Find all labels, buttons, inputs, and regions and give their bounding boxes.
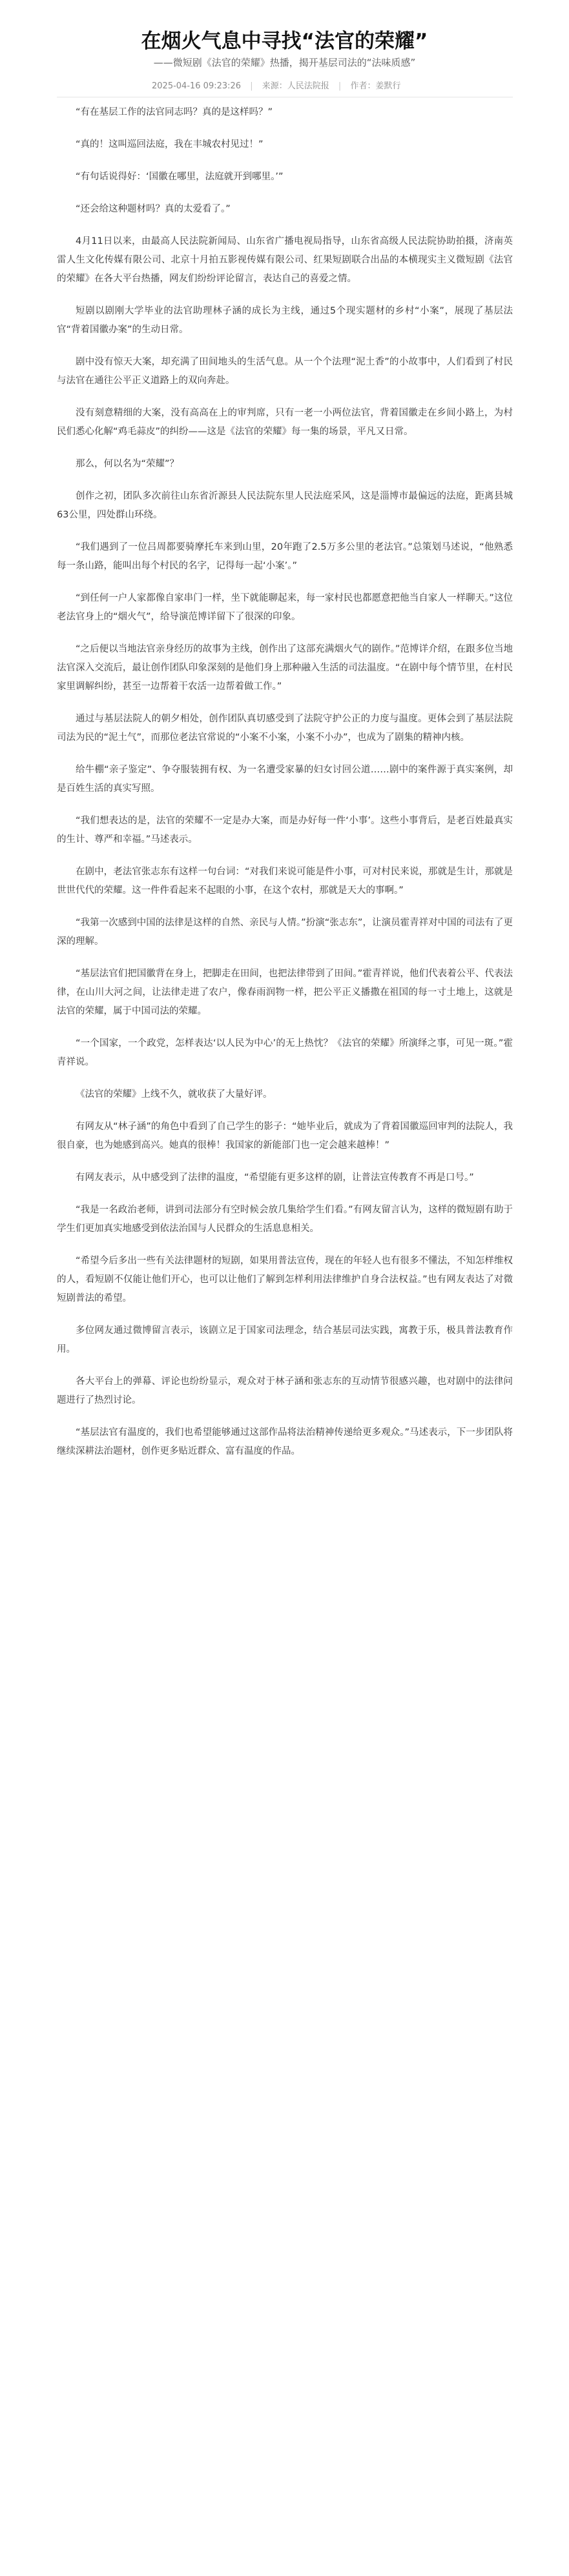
paragraph: “我们遇到了一位吕周都要骑摩托车来到山里，20年跑了2.5万多公里的老法官。”总策划马述说，“他熟悉每一条山路，能叫出每个村民的名字，记得每一起‘小案’。” — [57, 542, 513, 571]
article-source: 来源：人民法院报 — [262, 81, 329, 91]
paragraph: 多位网友通过微博留言表示，该剧立足于国家司法理念，结合基层司法实践，寓教于乐，极具普法教育作用。 — [57, 1325, 513, 1354]
paragraph: 4月11日以来，由最高人民法院新闻局、山东省广播电视局指导，山东省高级人民法院协助拍摄，济南英雷人生文化传媒有限公司、北京十月拍五影视传媒有限公司、红果短剧联合出品的本横现实主义微短剧《法官的荣耀》在各大平台热播，网友们纷纷评论留言，表达自己的喜爱之情。 — [57, 236, 513, 284]
article-subtitle: ——微短剧《法官的荣耀》热播，揭开基层司法的“法味质感” — [153, 57, 416, 68]
paragraph: “一个国家，一个政党，怎样表达‘以人民为中心’的无上热忱？《法官的荣耀》所演绎之事，可见一斑。”霍青祥说。 — [57, 1038, 513, 1067]
meta-separator: | — [250, 81, 253, 91]
paragraph: 剧中没有惊天大案，却充满了田间地头的生活气息。从一个个法理“泥土香”的小故事中，人们看到了村民与法官在通往公平正义道路上的双向奔赴。 — [57, 357, 513, 386]
paragraph: 给牛棚“亲子鉴定”、争夺服装拥有权、为一名遭受家暴的妇女讨回公道……剧中的案件源于真实案例，却是百姓生活的真实写照。 — [57, 765, 513, 794]
paragraph: 那么，何以名为“荣耀”？ — [76, 459, 180, 469]
meta-separator: | — [338, 81, 342, 91]
paragraph: “我第一次感到中国的法律是这样的自然、亲民与人情。”扮演“张志东”，让演员霍青祥对中国的司法有了更深的理解。 — [57, 918, 513, 947]
paragraph: “基层法官有温度的，我们也希望能够通过这部作品将法治精神传递给更多观众。”马述表示，下一步团队将继续深耕法治题材，创作更多贴近群众、富有温度的作品。 — [57, 1427, 513, 1456]
paragraph: “希望今后多出一些有关法律题材的短剧，如果用普法宣传，现在的年轻人也有很多不懂法，不知怎样维权的人，看短剧不仅能让他们开心，也可以让他们了解到怎样利用法律维护自身合法权益。”也有网友表达了对微短剧普法的希望。 — [57, 1256, 513, 1303]
paragraph: “还会给这种题材吗？真的太爱看了。” — [76, 204, 231, 214]
publish-date: 2025-04-16 09:23:26 — [152, 81, 242, 91]
paragraph: 没有刻意精细的大案，没有高高在上的审判席，只有一老一小两位法官，背着国徽走在乡间小路上，为村民们悉心化解“鸡毛蒜皮”的纠纷——这是《法官的荣耀》每一集的场景，平凡又日常。 — [57, 408, 513, 437]
paragraph: 有网友表示，从中感受到了法律的温度，“希望能有更多这样的剧，让普法宣传教育不再是口号。” — [76, 1172, 474, 1183]
paragraph: 创作之初，团队多次前往山东省沂源县人民法院东里人民法庭采风，这是淄博市最偏远的法庭，距离县城63公里，四处群山环绕。 — [57, 491, 513, 520]
paragraph: 短剧以剧刚大学毕业的法官助理林子涵的成长为主线，通过5个现实题材的乡村“小案”，展现了基层法官“背着国徽办案”的生动日常。 — [57, 306, 513, 335]
paragraph: “我是一名政治老师，讲到司法部分有空时候会放几集给学生们看。”有网友留言认为，这样的微短剧有助于学生们更加真实地感受到依法治国与人民群众的生活息息相关。 — [57, 1205, 513, 1234]
paragraph: “真的！这叫巡回法庭，我在丰城农村见过！” — [76, 139, 264, 150]
paragraph: “基层法官们把国徽背在身上，把脚走在田间，也把法律带到了田间。”霍青祥说，他们代表着公平、代表法律，在山川大河之间，让法律走进了农户，像春雨润物一样，把公平正义播撒在祖国的每一寸土地上，这就是法官的荣耀，属于中国司法的荣耀。 — [57, 969, 513, 1016]
paragraph: “之后便以当地法官亲身经历的故事为主线，创作出了这部充满烟火气的剧作。”范博详介绍，在跟多位当地法官深入交流后，最让创作团队印象深刻的是他们身上那种融入生活的司法温度。“在剧中每个情节里，在村民家里调解纠纷，甚至一边帮着干农活一边帮着做工作。” — [57, 644, 513, 692]
paragraph: “到任何一户人家都像自家串门一样，坐下就能聊起来，每一家村民也都愿意把他当自家人一样聊天。”这位老法官身上的“烟火气”，给导演范博详留下了很深的印象。 — [57, 593, 513, 622]
paragraph: 各大平台上的弹幕、评论也纷纷显示，观众对于林子涵和张志东的互动情节很感兴趣，也对剧中的法律问题进行了热烈讨论。 — [57, 1376, 513, 1405]
paragraph: “有在基层工作的法官同志吗？真的是这样吗？” — [76, 107, 273, 117]
paragraph: 通过与基层法院人的朝夕相处，创作团队真切感受到了法院守护公正的力度与温度。更体会到了基层法院司法为民的“泥土气”，而那位老法官常说的“小案不小案，小案不小办”，也成为了剧集的精神内核。 — [57, 714, 513, 743]
paragraph: 有网友从“林子涵”的角色中看到了自己学生的影子：“她毕业后，就成为了背着国徽巡回审判的法院人，我很自豪，也为她感到高兴。她真的很棒！我国家的新能部门也一定会越来越棒！” — [57, 1122, 513, 1151]
paragraph: 在剧中，老法官张志东有这样一句台词：“对我们来说可能是件小事，可对村民来说，那就是生计，那就是世世代代的荣耀。这一件件看起来不起眼的小事，在这个农村，那就是天大的事啊。” — [57, 867, 513, 896]
article-title: 在烟火气息中寻找“法官的荣耀” — [141, 30, 428, 53]
paragraph: 《法官的荣耀》上线不久，就收获了大量好评。 — [76, 1089, 273, 1100]
article-author: 作者：姜默行 — [350, 81, 401, 91]
paragraph: “我们想表达的是，法官的荣耀不一定是办大案，而是办好每一件‘小事’。这些小事背后，是老百姓最真实的生计、尊严和幸福。”马述表示。 — [57, 816, 513, 845]
paragraph: “有句话说得好：‘国徽在哪里，法庭就开到哪里。’” — [76, 172, 284, 182]
article-body — [57, 103, 513, 2562]
article-meta — [152, 79, 407, 91]
